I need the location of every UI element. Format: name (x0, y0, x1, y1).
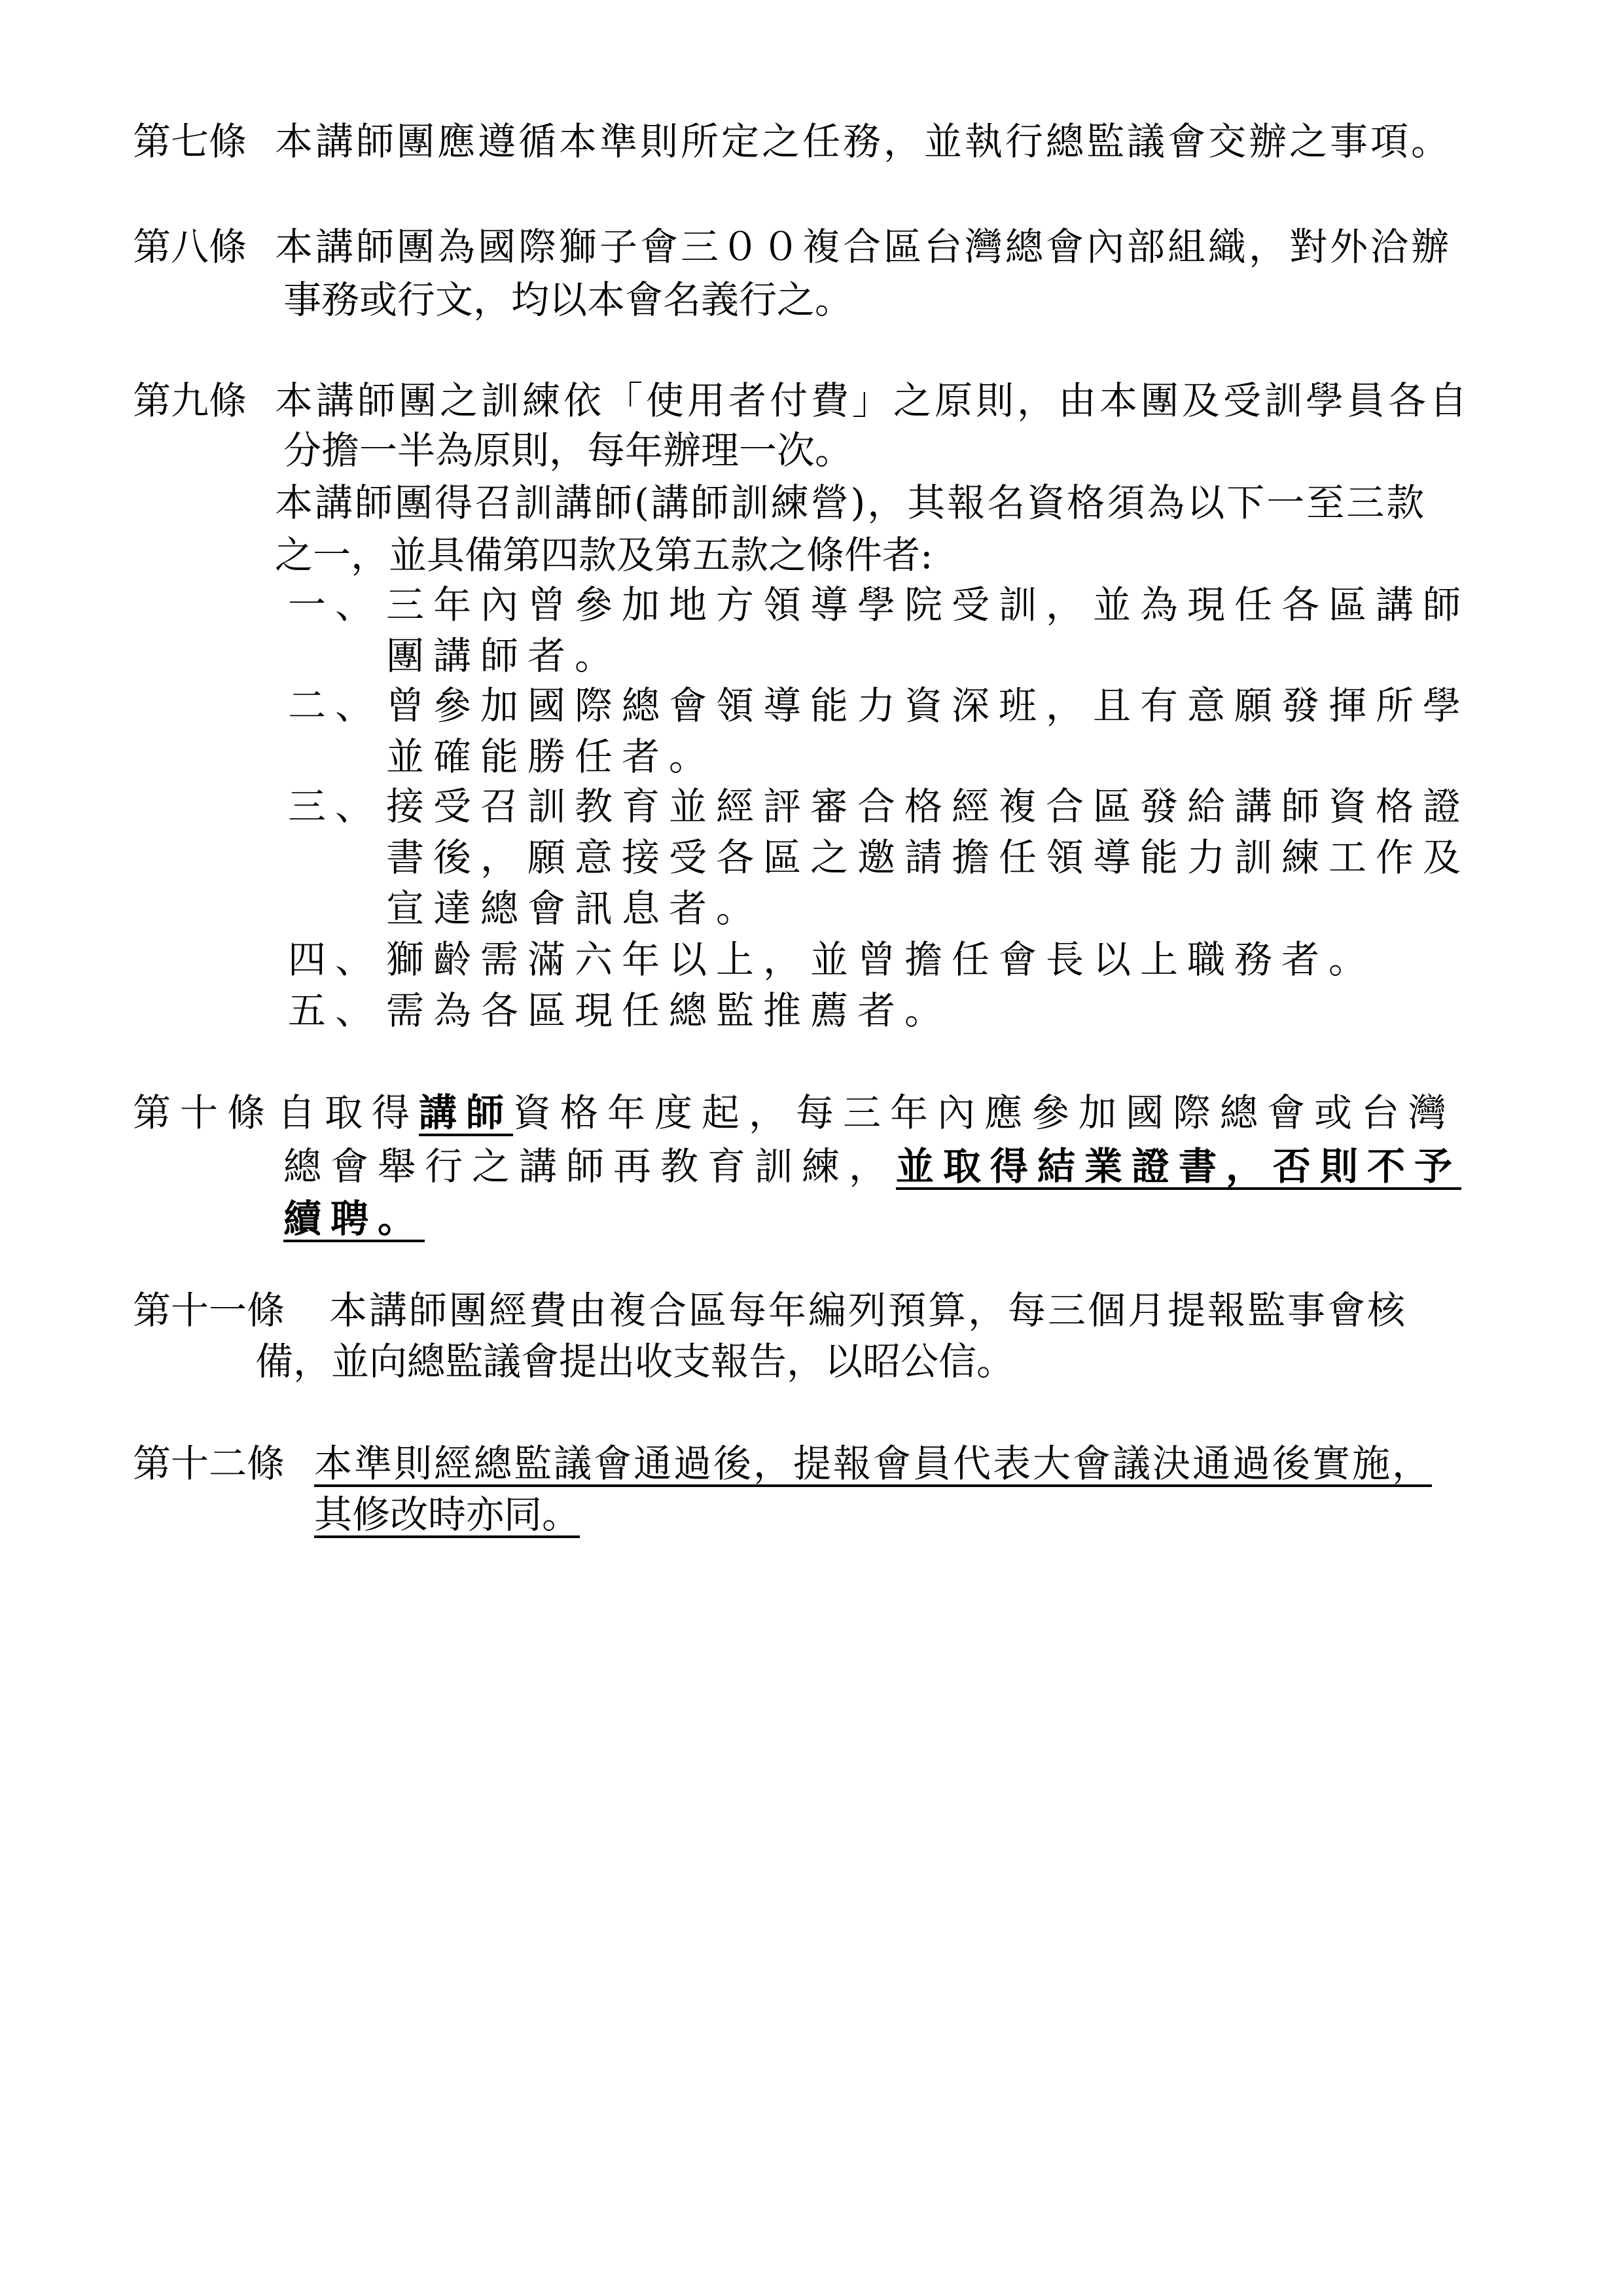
item-text-line-3: 宣達總會訊息者。 (386, 886, 764, 931)
article-8-label: 第八條 (133, 224, 247, 269)
item-number: 三、 (288, 784, 383, 829)
article-10-emphasis-lecturer: 講師 (419, 1090, 514, 1135)
article-10-label: 第十條 (133, 1090, 275, 1135)
article-11-text-line-2: 備，並向總監議會提出收支報告，以昭公信。 (255, 1339, 1015, 1384)
article-10-emphasis-certificate: 並取得結業證書，否則不予 (896, 1144, 1462, 1189)
item-number: 五、 (288, 988, 383, 1033)
article-10-text-line-3: 續聘。 (283, 1196, 425, 1241)
article-9-label: 第九條 (133, 378, 247, 423)
article-8-text-line-2: 事務或行文，均以本會名義行之。 (283, 278, 853, 322)
article-9-text-line-1: 本講師團之訓練依「使用者付費」之原則，由本團及受訓學員各自 (275, 378, 1471, 423)
item-text-line-1: 曾參加國際總會領導能力資深班，且有意願發揮所學 (386, 683, 1471, 728)
article-12-text-line-1: 本準則經總監議會通過後，提報會員代表大會議決通過後實施， (314, 1441, 1433, 1486)
item-text-line-1: 需為各區現任總監推薦者。 (386, 988, 952, 1033)
item-number: 二、 (288, 683, 383, 728)
article-9-text-line-2: 分擔一半為原則，每年辦理一次。 (283, 428, 853, 473)
article-9-text-line-3: 本講師團得召訓講師(講師訓練營)，其報名資格須為以下一至三款 (275, 480, 1427, 525)
item-number: 四、 (288, 937, 383, 982)
item-text-line-1: 接受召訓教育並經評審合格經複合區發給講師資格證 (386, 784, 1471, 829)
article-10-text-segment: 資格年度起，每三年內應參加國際總會或台灣 (513, 1090, 1456, 1135)
article-10-text-segment: 自取得 (277, 1090, 419, 1135)
article-11-text-line-1: 本講師團經費由複合區每年編列預算，每三個月提報監事會核 (329, 1288, 1408, 1333)
article-11-label: 第十一條 (133, 1288, 285, 1333)
item-text-line-1: 三年內曾參加地方領導學院受訓，並為現任各區講師 (386, 583, 1471, 627)
article-10-text-line-2 (283, 1140, 1461, 1193)
article-12-label: 第十二條 (133, 1441, 285, 1486)
item-number: 一、 (288, 583, 383, 627)
article-12-text-line-2: 其修改時亦同。 (314, 1492, 580, 1537)
article-7-label: 第七條 (133, 119, 247, 164)
article-9-text-line-4: 之一，並具備第四款及第五款之條件者: (275, 533, 933, 577)
item-text-line-2: 並確能勝任者。 (386, 734, 717, 779)
article-10-text-line-1 (277, 1086, 1455, 1139)
item-text-line-1: 獅齡需滿六年以上，並曾擔任會長以上職務者。 (386, 937, 1376, 982)
item-text-line-2: 團講師者。 (386, 634, 622, 678)
article-10-text-segment: 總會舉行之講師再教育訓練， (283, 1144, 897, 1189)
article-7-text-line-1: 本講師團應遵循本準則所定之任務，並執行總監議會交辦之事項。 (275, 119, 1452, 164)
item-text-line-2: 書後，願意接受各區之邀請擔任領導能力訓練工作及 (386, 835, 1471, 880)
article-8-text-line-1: 本講師團為國際獅子會三００複合區台灣總會內部組織，對外洽辦 (275, 224, 1452, 269)
